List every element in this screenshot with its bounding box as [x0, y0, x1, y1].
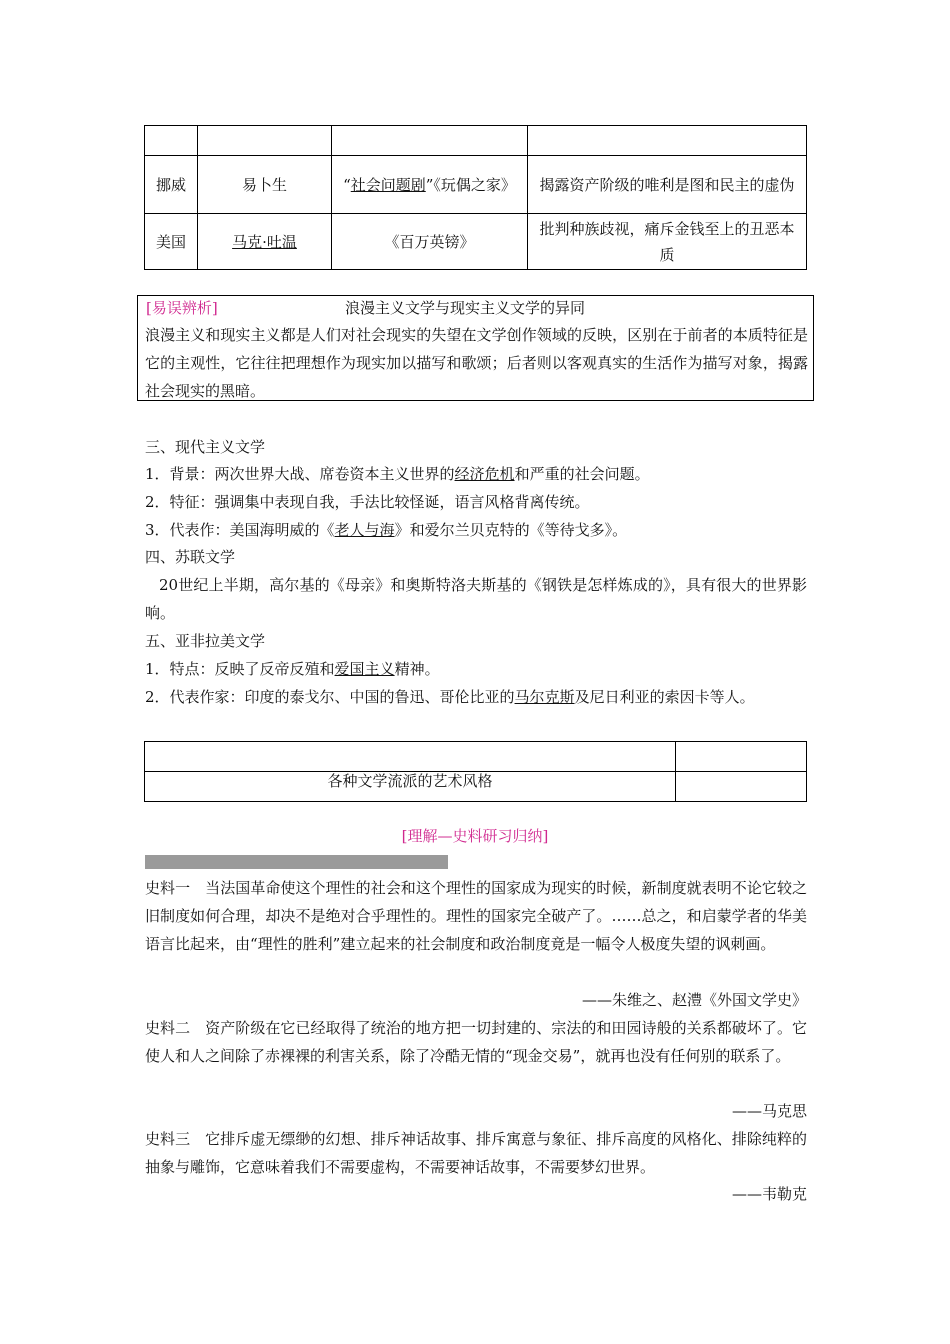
section-heading: 五、亚非拉美文学 [145, 632, 266, 650]
list-item: 1．背景：两次世界大战、席卷资本主义世界的经济危机和严重的社会问题。 [145, 465, 650, 483]
content-cell: 批判种族歧视，痛斥金钱至上的丑恶本质 [528, 214, 807, 270]
source-two: 史料二 资产阶级在它已经取得了统治的地方把一切封建的、宗法的和田园诗般的关系都破坏了。它使人和人之间除了赤裸裸的利害关系，除了冷酷无情的“现金交易”，就再也没有任何别的联系了。 [145, 1019, 807, 1065]
paragraph: 20世纪上半期，高尔基的《母亲》和奥斯特洛夫斯基的《钢铁是怎样炼成的》，具有很大的世界影响。 [145, 576, 807, 622]
country-cell: 挪威 [145, 156, 198, 214]
table-cell [145, 742, 676, 772]
author-cell: 易卜生 [198, 156, 332, 214]
list-item: 1．特点：反映了反帝反殖和爱国主义精神。 [145, 660, 440, 678]
study-header: [理解—史料研习归纳] [401, 827, 549, 845]
author-cell: 马克·吐温 [198, 214, 332, 270]
misread-title: 浪漫主义文学与现实主义文学的异同 [345, 299, 586, 317]
list-item: 3．代表作：美国海明威的《老人与海》和爱尔兰贝克特的《等待戈多》。 [145, 521, 628, 539]
table-row [145, 126, 807, 156]
table-cell [528, 126, 807, 156]
table-cell [145, 126, 198, 156]
table-cell [198, 126, 332, 156]
table-cell [676, 742, 807, 772]
work-cell: 《百万英镑》 [332, 214, 528, 270]
source-three-citation: ——韦勒克 [731, 1185, 807, 1203]
table-title-cell: 各种文学流派的艺术风格 [145, 772, 676, 802]
source-two-citation: ——马克思 [731, 1102, 807, 1120]
section-heading: 四、苏联文学 [145, 548, 236, 566]
work-cell: “社会问题剧”《玩偶之家》 [332, 156, 528, 214]
table-row [145, 156, 807, 214]
source-three: 史料三 它排斥虚无缥缈的幻想、排斥神话故事、排斥寓意与象征、排斥高度的风格化、排除纯粹的抽象与雕饰，它意味着我们不需要虚构，不需要神话故事，不需要梦幻世界。 [145, 1130, 807, 1176]
country-cell: 美国 [145, 214, 198, 270]
source-one: 史料一 当法国革命使这个理性的社会和这个理性的国家成为现实的时候，新制度就表明不论它较之旧制度如何合理，却决不是绝对合乎理性的。理性的国家完全破产了。……总之，和启蒙学者的华美语言比起来，由“理性的胜利”建立起来的社会制度和政治制度竟是一幅令人极度失望的讽刺画。 [145, 879, 807, 953]
section-heading: 三、现代主义文学 [145, 438, 266, 456]
table-row [145, 214, 807, 270]
misread-box [137, 295, 814, 401]
table-row [145, 772, 807, 802]
source-one-citation: ——朱维之、赵澧《外国文学史》 [581, 991, 807, 1009]
content-cell: 揭露资产阶级的唯利是图和民主的虚伪 [528, 156, 807, 214]
section-bar [145, 855, 448, 869]
list-item: 2．特征：强调集中表现自我，手法比较怪诞，语言风格背离传统。 [145, 493, 590, 511]
table-cell [332, 126, 528, 156]
table-row [145, 742, 807, 772]
style-table [144, 741, 807, 802]
literature-table [144, 125, 807, 270]
list-item: 2．代表作家：印度的泰戈尔、中国的鲁迅、哥伦比亚的马尔克斯及尼日利亚的索因卡等人。 [145, 688, 755, 706]
table-cell [676, 772, 807, 802]
misread-body: 浪漫主义和现实主义都是人们对社会现实的失望在文学创作领域的反映，区别在于前者的本质特征是它的主观性，它往往把理想作为现实加以描写和歌颂；后者则以客观真实的生活作为描写对象，揭露社会现实的黑暗。 [145, 326, 808, 400]
misread-tag: [易误辨析] [146, 299, 218, 317]
